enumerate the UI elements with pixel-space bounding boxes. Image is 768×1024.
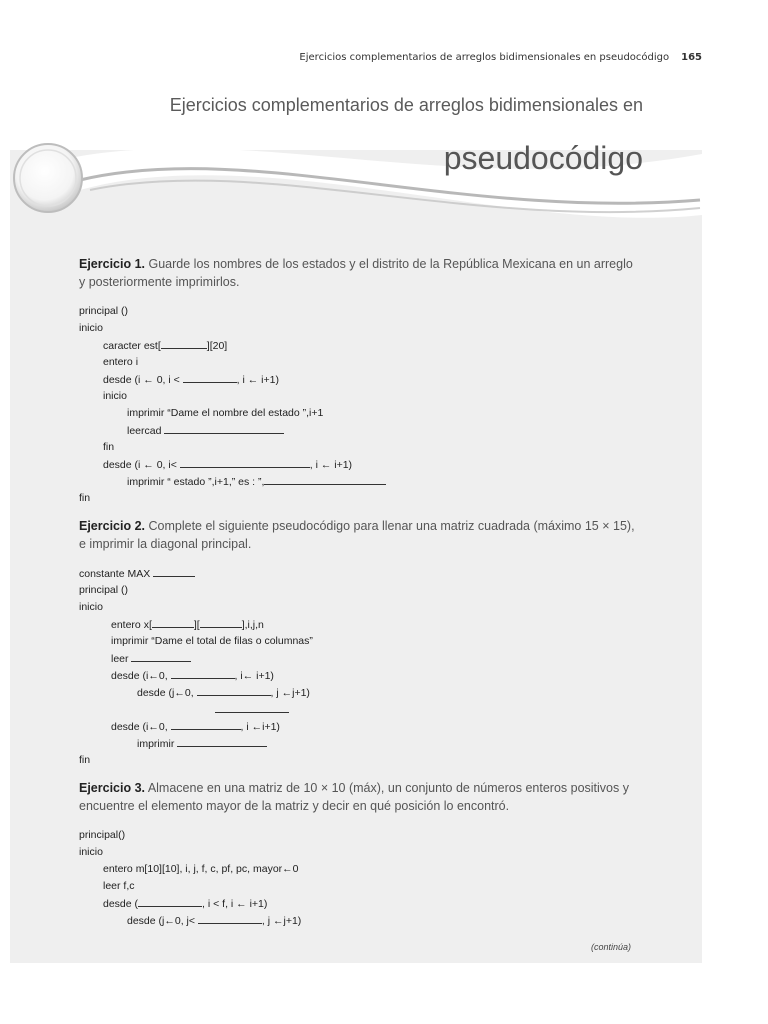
code-line: imprimir “Dame el total de filas o columnas”: [111, 635, 313, 647]
code-line: desde (i←0, , i← i+1): [79, 667, 639, 684]
exercise-3-label: Ejercicio 3.: [79, 781, 146, 795]
fill-blank[interactable]: [197, 684, 271, 696]
fill-blank[interactable]: [138, 895, 202, 907]
fill-blank[interactable]: [200, 616, 242, 628]
exercise-3-text: Almacene en una matriz de 10 × 10 (máx), un conjunto de números enteros positivos y encuentre el elemento mayor de la matriz y decir en qué posición lo encontró.: [79, 781, 629, 813]
code-line: leer f,c: [103, 880, 135, 892]
code-line: caracter est[ ][20]: [79, 337, 639, 354]
exercise-3-code: [79, 827, 639, 929]
fill-blank[interactable]: [153, 565, 195, 577]
exercise-2-code: [79, 565, 639, 769]
code-line: inicio: [79, 322, 103, 334]
fill-blank[interactable]: [264, 473, 386, 485]
code-line: constante MAX: [79, 565, 639, 582]
exercise-2-label: Ejercicio 2.: [79, 519, 146, 533]
code-line: desde ( , i < f, i ← i+1): [79, 895, 639, 912]
code-line: desde (i ← 0, i < , i ← i+1): [79, 371, 639, 388]
running-header-title: Ejercicios complementarios de arreglos bidimensionales en pseudocódigo: [299, 52, 670, 63]
code-line: entero x[ ][ ],i,j,n: [79, 616, 639, 633]
code-line: desde (j←0, , j ←j+1): [79, 684, 639, 701]
fill-blank[interactable]: [183, 371, 237, 383]
code-line: [79, 701, 639, 718]
code-line: inicio: [79, 601, 103, 613]
code-line: principal (): [79, 305, 129, 317]
fill-blank[interactable]: [215, 701, 289, 713]
code-line: fin: [79, 754, 91, 766]
running-header: [299, 52, 702, 63]
exercise-1-code: [79, 303, 639, 507]
exercise-2-text: Complete el siguiente pseudocódigo para llenar una matriz cuadrada (máximo 15 × 15), e imprimir la diagonal principal.: [79, 519, 635, 551]
code-line: leercad: [79, 422, 639, 439]
code-line: desde (j←0, j< , j ←j+1): [79, 912, 639, 929]
code-line: desde (i ← 0, i< , i ← i+1): [79, 456, 639, 473]
exercise-1-label: Ejercicio 1.: [79, 257, 146, 271]
fill-blank[interactable]: [198, 912, 262, 924]
code-line: principal (): [79, 584, 129, 596]
code-line: desde (i←0, , i ←i+1): [79, 718, 639, 735]
page-number: 165: [681, 52, 702, 63]
code-line: principal(): [79, 829, 126, 841]
exercise-3-heading: [79, 779, 639, 815]
code-line: inicio: [79, 846, 103, 858]
code-line: imprimir “ estado ”,i+1,” es : ”,: [79, 473, 639, 490]
exercise-2-heading: [79, 517, 639, 553]
code-line: imprimir “Dame el nombre del estado ”,i+1: [127, 407, 324, 419]
code-line: fin: [103, 441, 115, 453]
exercise-1-text: Guarde los nombres de los estados y el distrito de la República Mexicana en un arreglo y posteriormente imprimirlos.: [79, 257, 633, 289]
code-line: fin: [79, 492, 91, 504]
fill-blank[interactable]: [177, 735, 267, 747]
code-line: entero m[10][10], i, j, f, c, pf, pc, mayor←0: [103, 863, 299, 875]
section-title-line1: Ejercicios complementarios de arreglos bidimensionales en: [169, 95, 643, 115]
code-line: imprimir: [79, 735, 639, 752]
continues-note: (continúa): [591, 942, 632, 952]
section-title-line2: pseudocódigo: [443, 140, 643, 176]
decorative-swoosh-banner: [0, 120, 768, 240]
fill-blank[interactable]: [161, 337, 207, 349]
fill-blank[interactable]: [131, 650, 191, 662]
fill-blank[interactable]: [171, 667, 235, 679]
code-line: inicio: [103, 390, 127, 402]
exercise-content: [79, 255, 639, 929]
fill-blank[interactable]: [164, 422, 284, 434]
fill-blank[interactable]: [171, 718, 241, 730]
fill-blank[interactable]: [152, 616, 194, 628]
exercise-1-heading: [79, 255, 639, 291]
code-line: entero i: [103, 356, 139, 368]
code-line: leer: [79, 650, 639, 667]
fill-blank[interactable]: [180, 456, 310, 468]
